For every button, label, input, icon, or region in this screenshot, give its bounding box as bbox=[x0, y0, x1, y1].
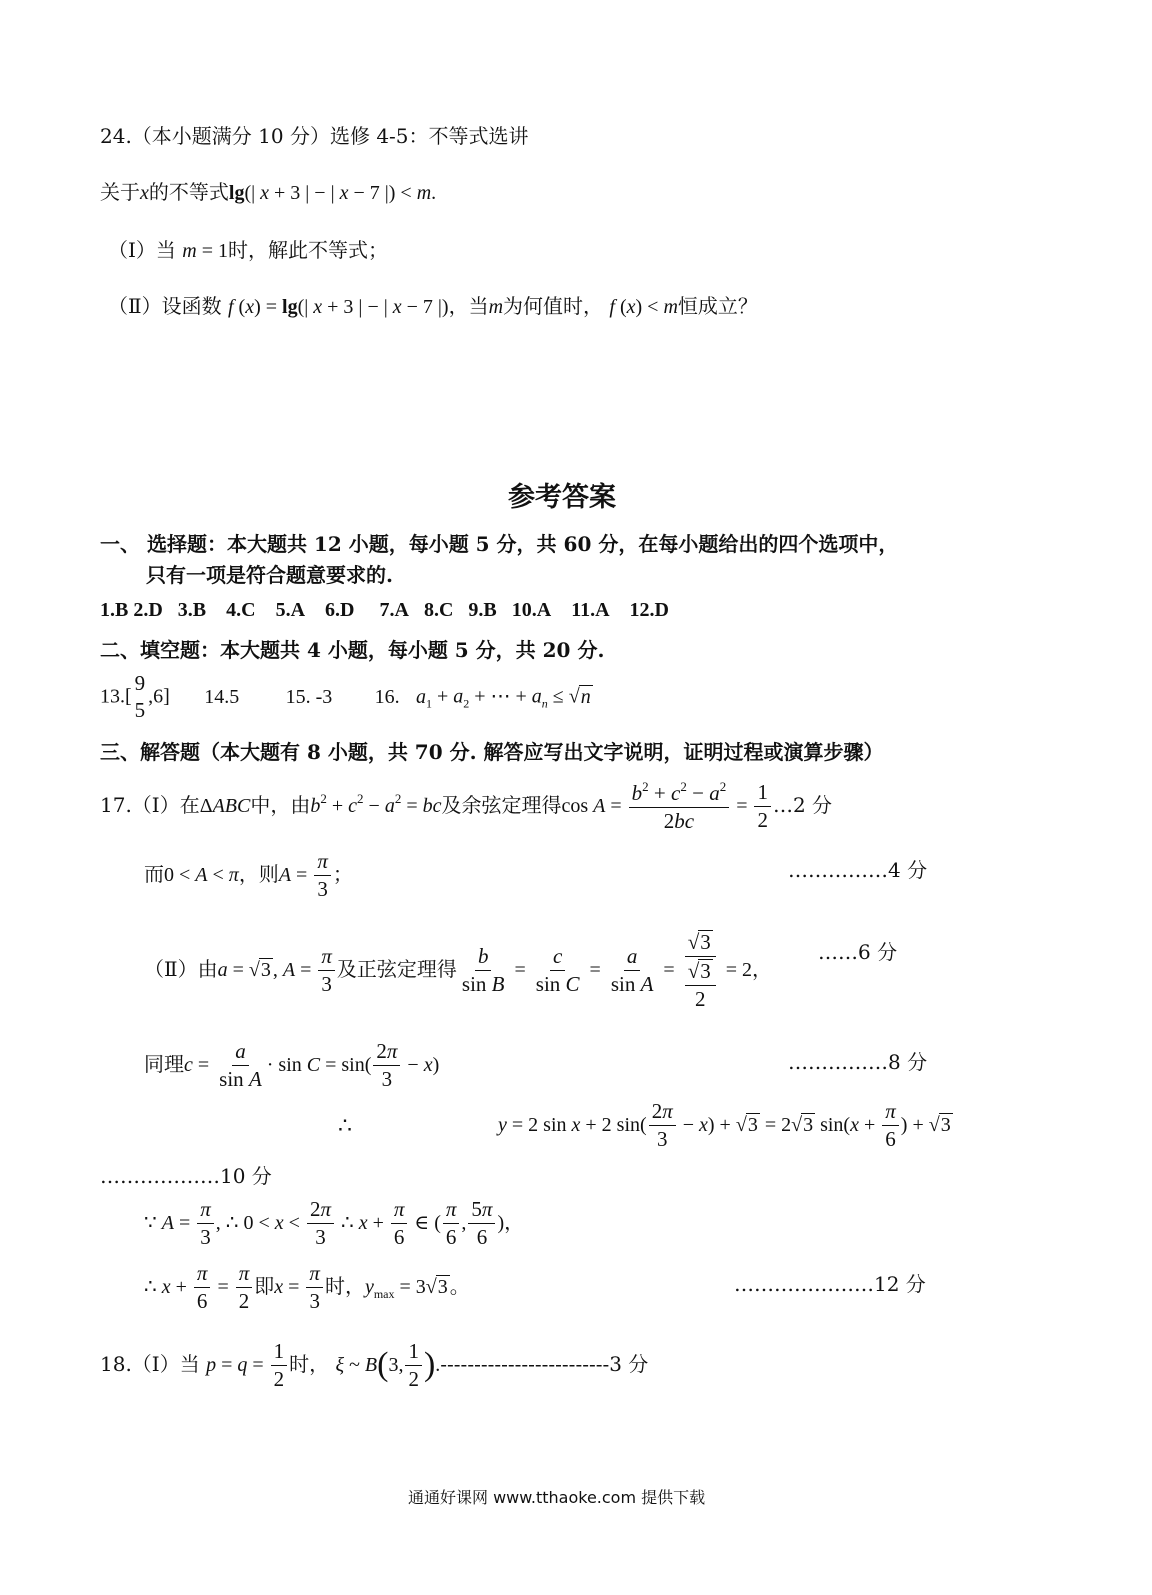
q17-line8: ∴ x + $\frac{\pi}{6}$ = $\frac{\pi}{2}$ 即x = $\frac{\pi}{3}$ 时，$y_{max} = 3√3$ 。 bbox=[144, 1261, 470, 1314]
q17-line3: （Ⅱ）由a = √3 , A = $\frac{\pi}{3}$ 及正弦定理得 $\frac{b}{\text{sin B}}$ = $\frac{c}{\text{sin C}}$ = $\frac{a}{\text{sin A}}$ = $\frac{√3}{\frac{√3}{2}}$ = 2， bbox=[144, 930, 773, 1012]
q17-line5: y = 2 sin x + 2 sin( $\frac{2\pi}{3}$ − x) + √3 = 2√3 sin(x + $\frac{\pi}{6}$ ) + √3 bbox=[498, 1099, 951, 1152]
q17-score4: ……………4 分 bbox=[788, 858, 928, 882]
section2: 二、填空题：本大题共 4 小题，每小题 5 分，共 20 分. bbox=[100, 638, 605, 662]
q17-score6: ……6 分 bbox=[818, 940, 898, 964]
section1-line2: 只有一项是符合题意要求的. bbox=[146, 563, 393, 587]
q17-score10: ………………10 分 bbox=[100, 1164, 272, 1188]
q18-line1: 18.（Ⅰ）当 p = q = $\frac{1}{2}$ 时， ξ ~ B(3, $\frac{1}{2}$ ).-------------------------3 分 bbox=[100, 1339, 649, 1392]
q24-part1: （Ⅰ）当 m = 1时，解此不等式； bbox=[108, 238, 388, 262]
section1-line1: 一、 选择题：本大题共 12 小题，每小题 5 分，共 60 分，在每小题给出的四个选项中， bbox=[100, 532, 899, 556]
q17-score12: …………………12 分 bbox=[734, 1272, 926, 1296]
q17-line2: 而0 < A < π，则A = $\frac{\pi}{3}$ ； bbox=[144, 849, 353, 902]
q24-part2: （Ⅱ）设函数 f (x) = lg(| x + 3 | − | x − 7 |)，当m为何值时， f (x) < m恒成立？ bbox=[108, 294, 758, 318]
q17-line7: ∵ A = $\frac{\pi}{3}$ , ∴ 0 < x < $\frac{2\pi}{3}$ ∴ x + $\frac{\pi}{6}$ ∈ ( $\frac{\pi}{6}$ , $\frac{5\pi}{6}$ )， bbox=[144, 1197, 525, 1250]
fill-answers: 13.[ 9 5 ,6] 14.5 15. -3 16. $a_1 + a_2$ + ⋯ + $a_n \le √n$ bbox=[100, 671, 591, 723]
q24-header: 24.（本小题满分 10 分）选修 4-5：不等式选讲 bbox=[100, 124, 529, 148]
page-footer: 通通好课网 www.tthaoke.com 提供下载 bbox=[408, 1488, 706, 1507]
answers-title: 参考答案 bbox=[508, 482, 616, 513]
section3: 三、解答题（本大题有 8 小题，共 70 分. 解答应写出文字说明，证明过程或演算步骤） bbox=[100, 740, 884, 764]
q24-stem: 关于x的不等式lg(| x + 3 | − | x − 7 |) < m. bbox=[100, 180, 437, 204]
q17-score8: ……………8 分 bbox=[788, 1050, 928, 1074]
q17-therefore: ∴ bbox=[338, 1114, 352, 1139]
choice-answers: 1.B 2.D 3.B 4.C 5.A 6.D 7.A 8.C 9.B 10.A 11.A 12.D bbox=[100, 599, 669, 621]
q17-line1: 17.（Ⅰ）在ΔABC中，由$b^2 + c^2 - a^2$ = bc及余弦定理得cos A = $\frac{b^2 + c^2 - a^2}{2bc}$ = $\frac{1}{2}$ …2 分 bbox=[100, 779, 833, 834]
q17-line4: 同理c = $\frac{a}{\text{sin A}}$ · sin C = sin( $\frac{2\pi}{3}$ − x) bbox=[144, 1039, 440, 1092]
